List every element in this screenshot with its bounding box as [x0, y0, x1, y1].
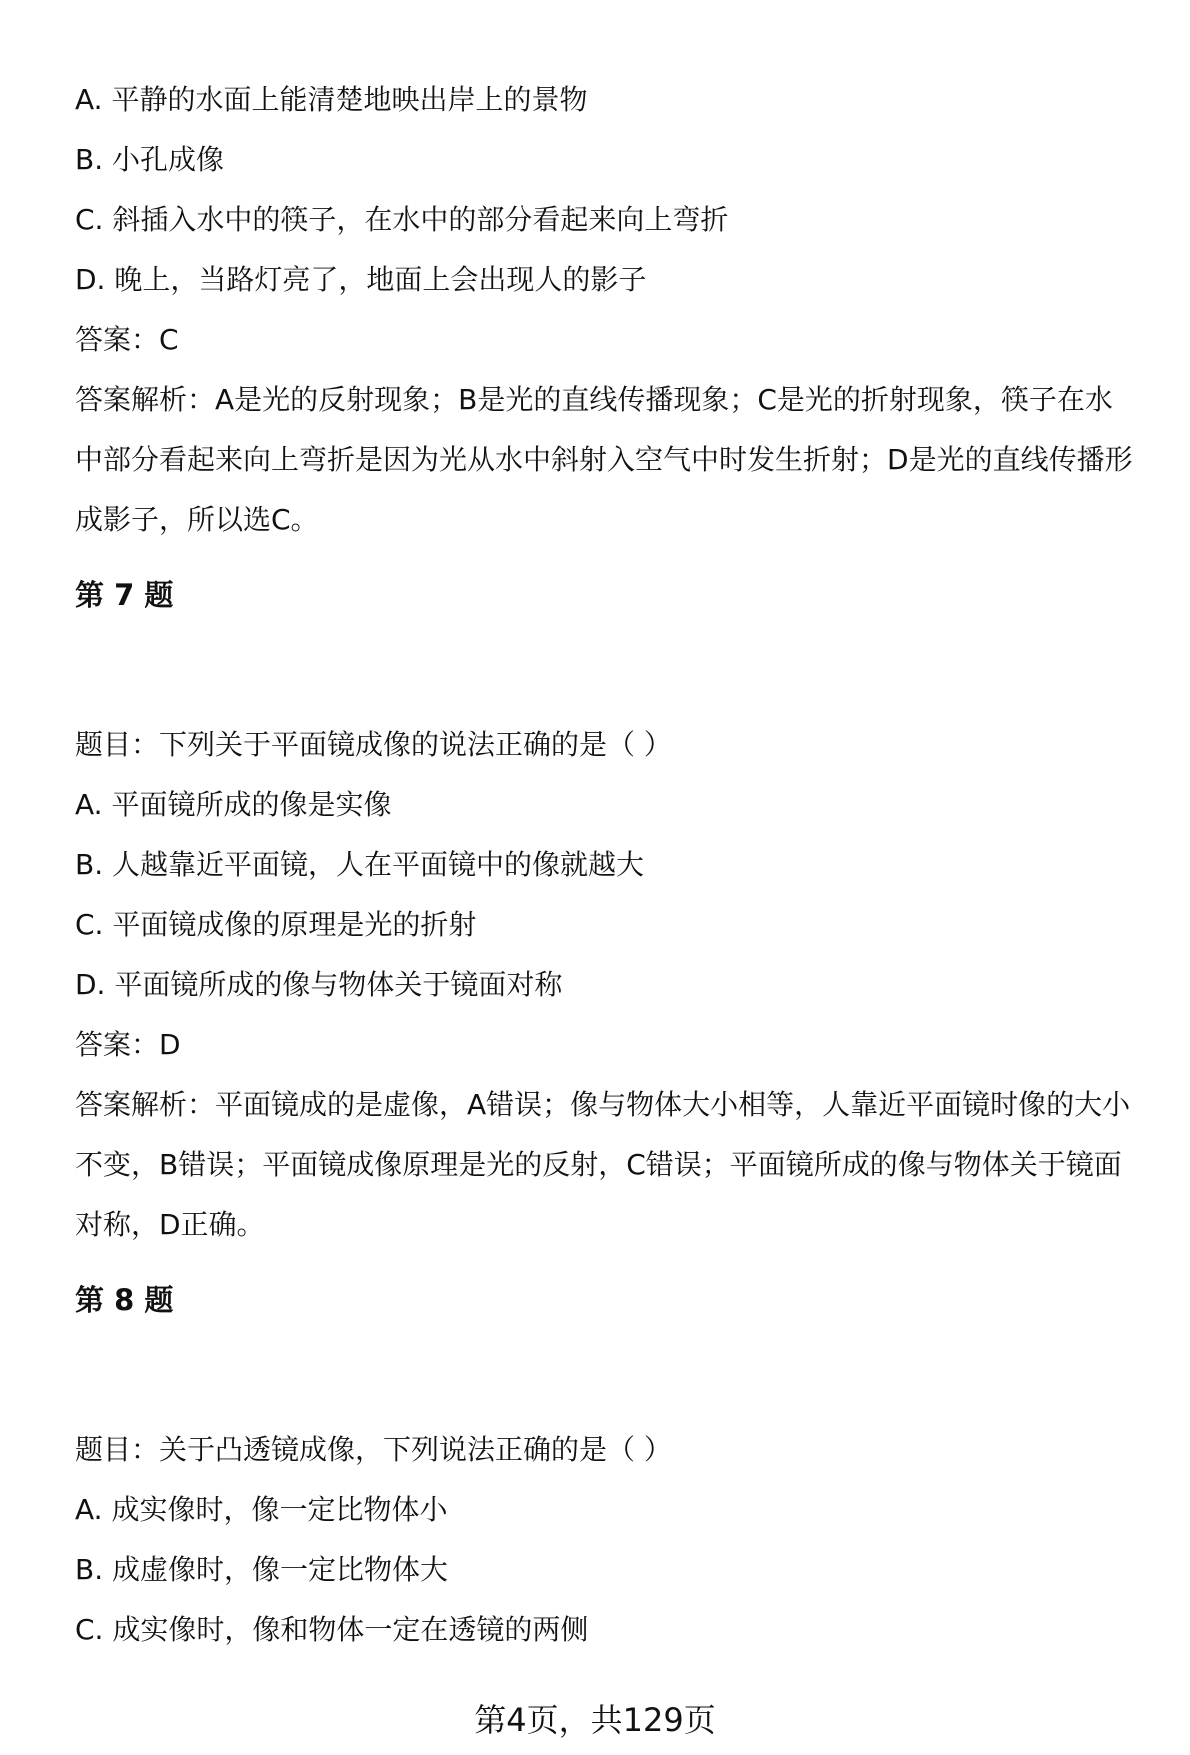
- q7-option-b: B. 人越靠近平面镜，人在平面镜中的像就越大: [75, 848, 645, 881]
- q6-option-a: A. 平静的水面上能清楚地映出岸上的景物: [75, 83, 588, 116]
- q8-option-c: C. 成实像时，像和物体一定在透镜的两侧: [75, 1613, 589, 1646]
- q7-heading: 第 7 题: [75, 578, 174, 612]
- spacer: [75, 625, 1135, 715]
- q7-option-d: D. 平面镜所成的像与物体关于镜面对称: [75, 968, 563, 1001]
- q7-option-a: A. 平面镜所成的像是实像: [75, 788, 392, 821]
- q6-explanation: 答案解析：A是光的反射现象；B是光的直线传播现象；C是光的折射现象，筷子在水中部分看起来向上弯折是因为光从水中斜射入空气中时发生折射；D是光的直线传播形成影子，所以选C。: [75, 383, 1133, 536]
- q7-question: 题目：下列关于平面镜成像的说法正确的是（ ）: [75, 728, 672, 761]
- q7-option-c: C. 平面镜成像的原理是光的折射: [75, 908, 477, 941]
- q8-heading: 第 8 题: [75, 1283, 174, 1317]
- q7-explanation: 答案解析：平面镜成的是虚像，A错误；像与物体大小相等，人靠近平面镜时像的大小不变，B错误；平面镜成像原理是光的反射，C错误；平面镜所成的像与物体关于镜面对称，D正确。: [75, 1088, 1131, 1241]
- q8-question: 题目：关于凸透镜成像，下列说法正确的是（ ）: [75, 1433, 672, 1466]
- q8-option-b: B. 成虚像时，像一定比物体大: [75, 1553, 449, 1586]
- document-page: [75, 70, 1135, 1660]
- q6-option-b: B. 小孔成像: [75, 143, 225, 176]
- page-indicator: 第4页，共129页: [474, 1701, 716, 1739]
- question-7-block: [75, 565, 1135, 1255]
- q6-option-c: C. 斜插入水中的筷子，在水中的部分看起来向上弯折: [75, 203, 729, 236]
- question-8-block: [75, 1270, 1135, 1660]
- q7-answer: 答案：D: [75, 1028, 181, 1061]
- spacer: [75, 1330, 1135, 1420]
- q6-option-d: D. 晚上，当路灯亮了，地面上会出现人的影子: [75, 263, 647, 296]
- q6-answer: 答案：C: [75, 323, 179, 356]
- question-6-block: [75, 70, 1135, 550]
- q8-option-a: A. 成实像时，像一定比物体小: [75, 1493, 448, 1526]
